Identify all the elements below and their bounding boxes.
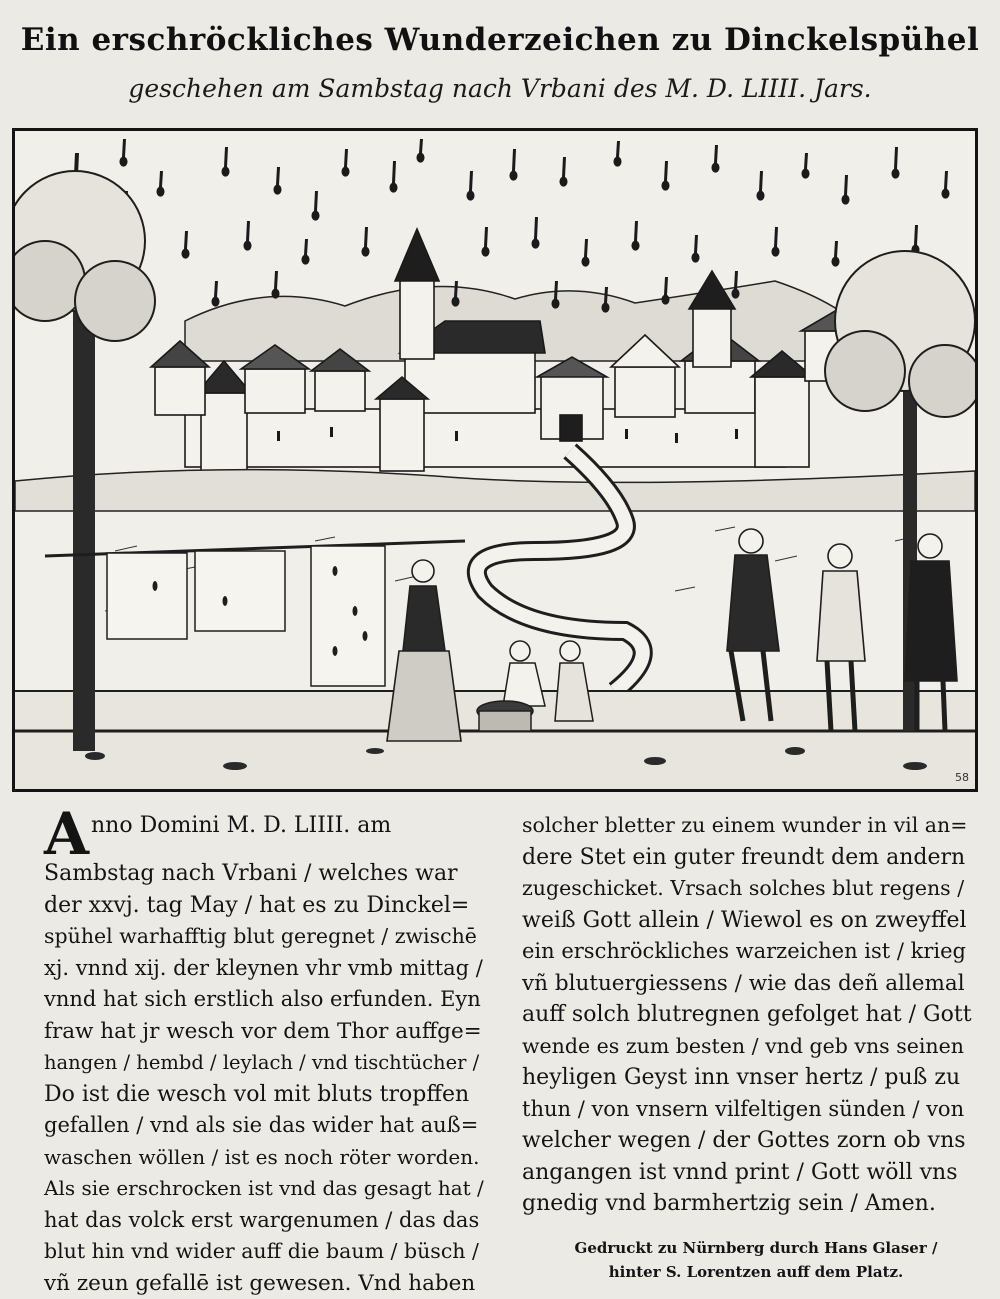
- text-line: Sambstag nach Vrbani / welches war: [44, 861, 458, 886]
- text-line: angangen ist vnnd print / Gott wöll vns: [522, 1159, 958, 1185]
- printer-imprint: [556, 1236, 956, 1284]
- woodcut-mark: 58: [955, 771, 969, 784]
- broadsheet-subtitle: geschehen am Sambstag nach Vrbani des M. D. LIIII. Jars.: [128, 74, 872, 103]
- text-line: fraw hat jr wesch vor dem Thor auffge=: [44, 1018, 482, 1044]
- body-text-right-column: [522, 810, 972, 1220]
- dropcap-initial: A: [44, 800, 90, 868]
- text-line: der xxvj. tag May / hat es zu Dinckel=: [44, 892, 470, 918]
- text-line: hat das volck erst wargenumen / das das: [44, 1207, 480, 1232]
- text-line: thun / von vnsern vilfeltigen sünden / von: [522, 1096, 965, 1121]
- text-line: heyligen Geyst inn vnser hertz / puß zu: [522, 1065, 961, 1090]
- text-line: dere Stet ein guter freundt dem andern: [522, 844, 966, 870]
- text-line: ein erschröckliches warzeichen ist / krieg: [522, 939, 967, 963]
- woodcut-scene: [15, 131, 975, 789]
- text-line: vñ zeun gefallē ist gewesen. Vnd haben: [44, 1270, 476, 1296]
- text-line: vñ blutuergiessens / wie das deñ allemal: [522, 970, 965, 996]
- text-line: gefallen / vnd als sie das wider hat auß=: [44, 1113, 479, 1137]
- woodcut-illustration: [12, 128, 978, 792]
- body-text-left-column: [44, 800, 484, 1299]
- text-line: welcher wegen / der Gottes zorn ob vns: [522, 1128, 966, 1153]
- text-line: auff solch blutregnen gefolget hat / Gott: [522, 1002, 972, 1027]
- text-line: Als sie erschrocken ist vnd das gesagt hat /: [44, 1176, 484, 1200]
- text-line: weiß Gott allein / Wiewol es on zweyffel: [522, 907, 967, 933]
- text-line: blut hin vnd wider auff die baum / büsch /: [44, 1239, 479, 1263]
- text-line: zugeschicket. Vrsach solches blut regens /: [522, 876, 965, 900]
- imprint-line: hinter S. Lorentzen auff dem Platz.: [608, 1263, 904, 1281]
- text-line: wende es zum besten / vnd geb vns seinen: [522, 1033, 964, 1058]
- text-line: xj. vnnd xij. der kleynen vhr vmb mittag /: [44, 955, 483, 980]
- text-line: waschen wöllen / ist es noch röter worden.: [44, 1144, 480, 1169]
- text-line: hangen / hembd / leylach / vnd tischtücher /: [44, 1051, 480, 1074]
- text-line: Do ist die wesch vol mit bluts tropffen: [44, 1081, 470, 1107]
- text-line: spühel warhafftig blut geregnet / zwischē: [44, 924, 477, 948]
- broadsheet-title: Ein erschröckliches Wunderzeichen zu Dinckelspühel: [20, 22, 980, 58]
- text-line: solcher bletter zu einem wunder in vil an=: [522, 813, 968, 837]
- text-line: vnnd hat sich erstlich also erfunden. Eyn: [44, 987, 481, 1011]
- text-line: Anno Domini M. D. LIIII. am: [44, 800, 392, 868]
- imprint-line: Gedruckt zu Nürnberg durch Hans Glaser /: [574, 1239, 938, 1257]
- text-line: gnedig vnd barmhertzig sein / Amen.: [522, 1191, 936, 1216]
